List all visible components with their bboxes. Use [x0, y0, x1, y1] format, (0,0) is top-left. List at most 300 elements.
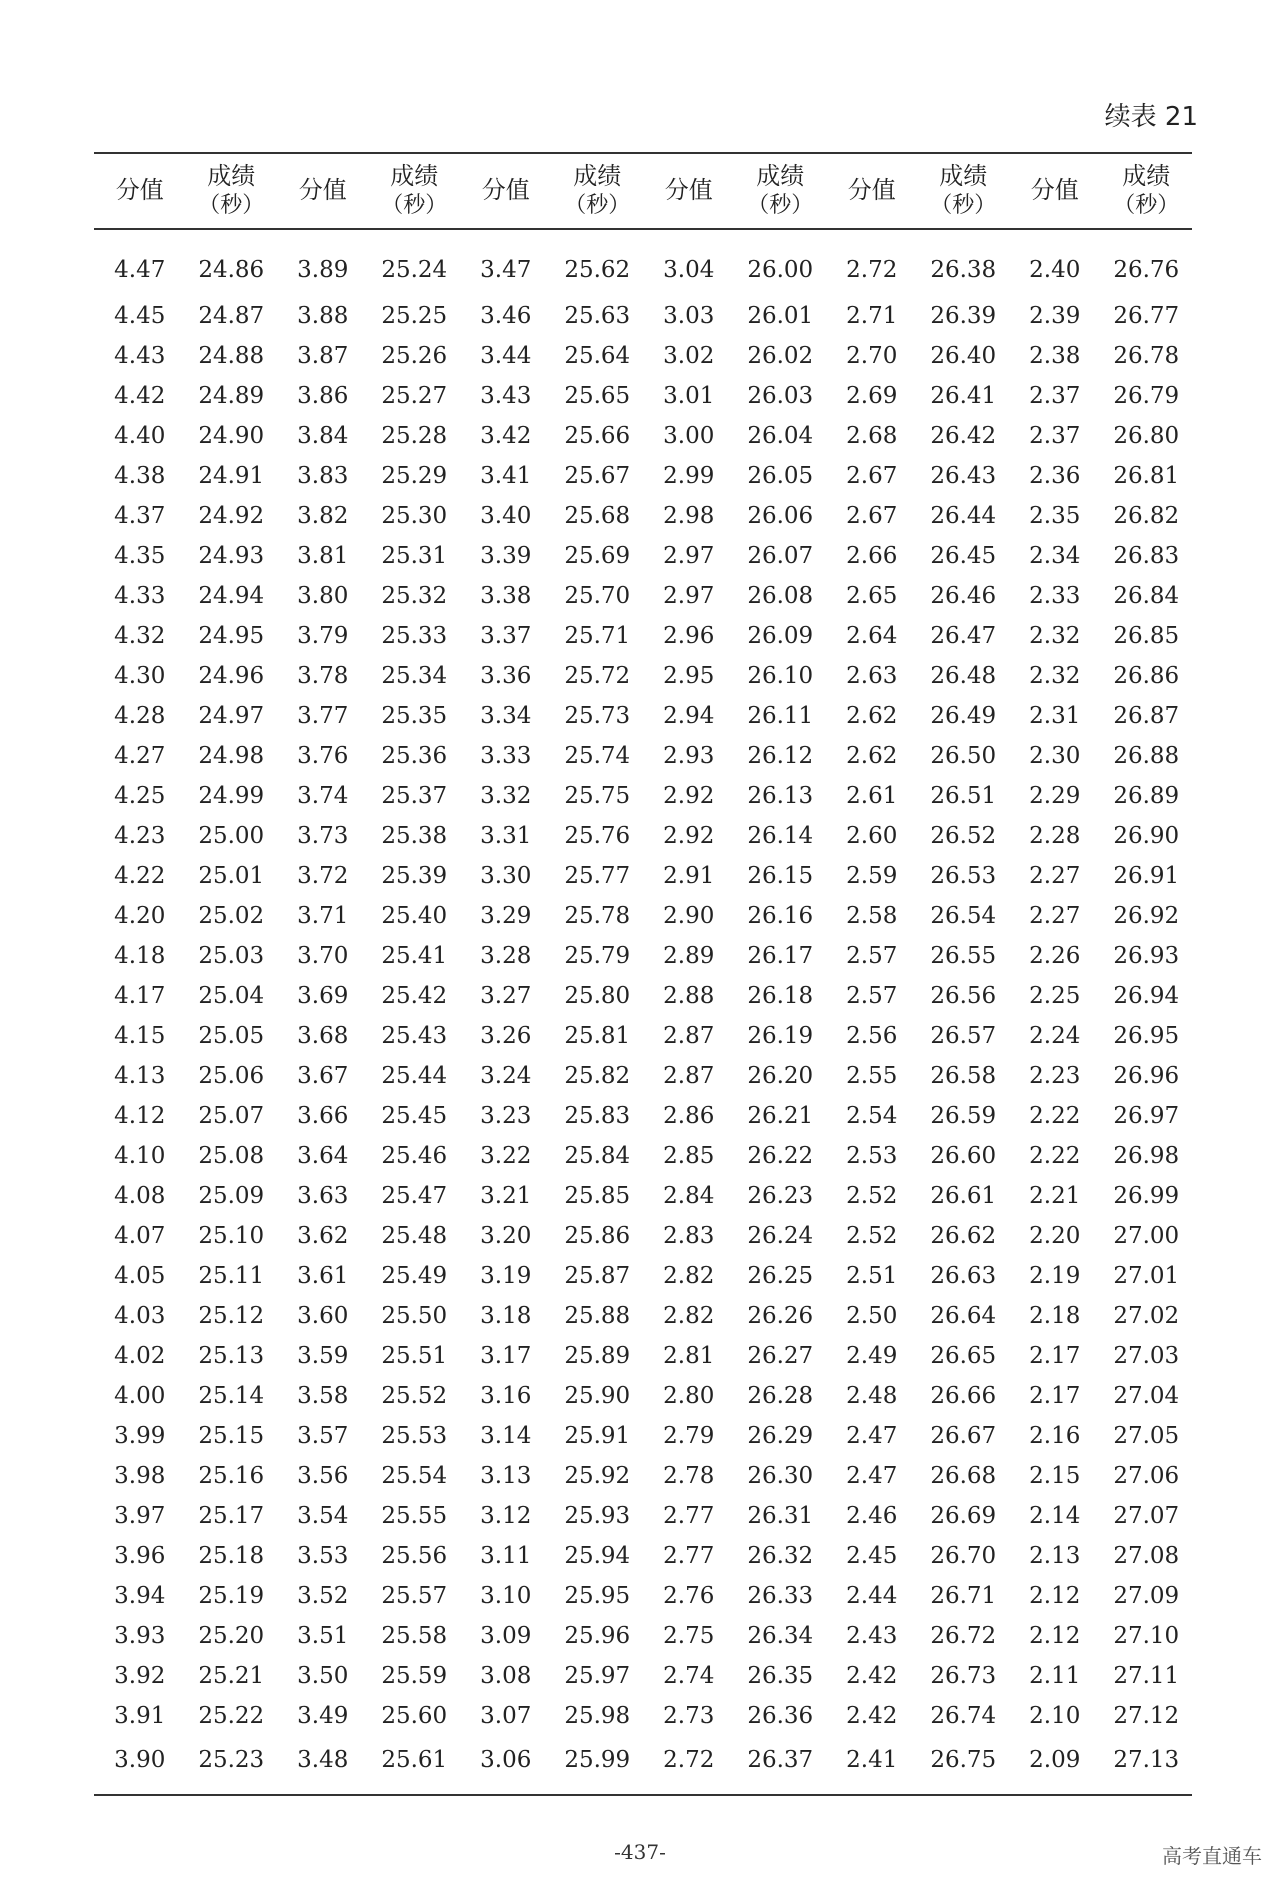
score-cell: 3.27	[480, 983, 532, 1009]
time-cell: 26.25	[747, 1263, 814, 1289]
table-row	[94, 229, 1192, 296]
score-cell: 2.38	[1029, 343, 1081, 369]
score-cell: 2.17	[1029, 1343, 1081, 1369]
score-cell: 2.33	[1029, 583, 1081, 609]
time-cell: 25.75	[564, 783, 631, 809]
score-cell: 2.66	[846, 543, 898, 569]
time-cell: 26.79	[1113, 383, 1180, 409]
time-cell: 25.53	[381, 1423, 448, 1449]
time-cell: 24.88	[198, 343, 265, 369]
score-cell: 3.33	[480, 743, 532, 769]
score-cell: 3.46	[480, 303, 532, 329]
score-cell: 3.14	[480, 1423, 532, 1449]
score-cell: 2.80	[663, 1383, 715, 1409]
time-cell: 25.60	[381, 1703, 448, 1729]
time-cell: 26.42	[930, 423, 997, 449]
time-cell: 25.40	[381, 903, 448, 929]
time-cell: 26.59	[930, 1103, 997, 1129]
time-cell: 26.73	[930, 1663, 997, 1689]
time-cell: 26.23	[747, 1183, 814, 1209]
time-cell: 24.86	[198, 257, 265, 283]
score-cell: 2.32	[1029, 663, 1081, 689]
score-cell: 3.38	[480, 583, 532, 609]
score-cell: 2.90	[663, 903, 715, 929]
score-cell: 3.57	[297, 1423, 349, 1449]
time-cell: 26.28	[747, 1383, 814, 1409]
table-row	[94, 336, 1192, 376]
column-header-label: 分值	[664, 176, 713, 205]
score-cell: 3.23	[480, 1103, 532, 1129]
score-table	[94, 152, 1192, 1796]
table-row	[94, 1336, 1192, 1376]
time-cell: 25.25	[381, 303, 448, 329]
score-cell: 4.45	[114, 303, 166, 329]
table-row	[94, 1656, 1192, 1696]
time-cell: 26.45	[930, 543, 997, 569]
time-cell: 25.81	[564, 1023, 631, 1049]
score-cell: 3.58	[297, 1383, 349, 1409]
table-row	[94, 936, 1192, 976]
time-cell: 25.59	[381, 1663, 448, 1689]
score-cell: 4.22	[114, 863, 166, 889]
time-cell: 25.90	[564, 1383, 631, 1409]
time-cell: 25.83	[564, 1103, 631, 1129]
table-row	[94, 1576, 1192, 1616]
score-cell: 2.62	[846, 703, 898, 729]
time-cell: 26.77	[1113, 303, 1180, 329]
header-row	[94, 153, 1192, 229]
score-cell: 2.52	[846, 1183, 898, 1209]
score-cell: 3.41	[480, 463, 532, 489]
score-cell: 3.24	[480, 1063, 532, 1089]
score-cell: 2.42	[846, 1703, 898, 1729]
table-row	[94, 976, 1192, 1016]
score-cell: 3.01	[663, 383, 715, 409]
time-cell: 25.09	[198, 1183, 265, 1209]
table-row	[94, 1016, 1192, 1056]
score-cell: 3.63	[297, 1183, 349, 1209]
score-cell: 2.53	[846, 1143, 898, 1169]
time-cell: 26.65	[930, 1343, 997, 1369]
time-cell: 27.04	[1113, 1383, 1180, 1409]
time-cell: 25.02	[198, 903, 265, 929]
score-cell: 4.23	[114, 823, 166, 849]
time-cell: 26.54	[930, 903, 997, 929]
table-row	[94, 296, 1192, 336]
score-cell: 4.00	[114, 1383, 166, 1409]
time-cell: 26.71	[930, 1583, 997, 1609]
time-cell: 26.76	[1113, 257, 1180, 283]
score-cell: 2.27	[1029, 903, 1081, 929]
time-cell: 26.35	[747, 1663, 814, 1689]
column-header	[735, 153, 827, 229]
score-cell: 2.77	[663, 1543, 715, 1569]
score-cell: 3.96	[114, 1543, 166, 1569]
column-header-unit: （秒）	[381, 193, 448, 219]
time-cell: 26.92	[1113, 903, 1180, 929]
table-row	[94, 896, 1192, 936]
score-cell: 2.23	[1029, 1063, 1081, 1089]
score-cell: 4.05	[114, 1263, 166, 1289]
time-cell: 24.91	[198, 463, 265, 489]
time-cell: 26.33	[747, 1583, 814, 1609]
score-cell: 3.04	[663, 257, 715, 283]
time-cell: 25.65	[564, 383, 631, 409]
score-cell: 2.48	[846, 1383, 898, 1409]
time-cell: 25.71	[564, 623, 631, 649]
time-cell: 26.72	[930, 1623, 997, 1649]
time-cell: 25.86	[564, 1223, 631, 1249]
time-cell: 25.64	[564, 343, 631, 369]
time-cell: 26.70	[930, 1543, 997, 1569]
table-body	[94, 229, 1192, 1795]
time-cell: 26.02	[747, 343, 814, 369]
time-cell: 24.99	[198, 783, 265, 809]
column-header-label: 成绩	[573, 162, 622, 191]
table-row	[94, 1216, 1192, 1256]
time-cell: 26.09	[747, 623, 814, 649]
time-cell: 25.31	[381, 543, 448, 569]
time-cell: 25.95	[564, 1583, 631, 1609]
score-cell: 3.73	[297, 823, 349, 849]
time-cell: 26.51	[930, 783, 997, 809]
table-row	[94, 1056, 1192, 1096]
score-cell: 2.69	[846, 383, 898, 409]
time-cell: 26.74	[930, 1703, 997, 1729]
time-cell: 26.38	[930, 257, 997, 283]
time-cell: 25.46	[381, 1143, 448, 1169]
time-cell: 25.76	[564, 823, 631, 849]
time-cell: 25.42	[381, 983, 448, 1009]
time-cell: 27.01	[1113, 1263, 1180, 1289]
time-cell: 25.80	[564, 983, 631, 1009]
time-cell: 25.93	[564, 1503, 631, 1529]
score-cell: 3.00	[663, 423, 715, 449]
score-cell: 3.60	[297, 1303, 349, 1329]
time-cell: 26.03	[747, 383, 814, 409]
score-cell: 3.26	[480, 1023, 532, 1049]
score-cell: 2.67	[846, 503, 898, 529]
score-cell: 2.88	[663, 983, 715, 1009]
time-cell: 25.21	[198, 1663, 265, 1689]
score-cell: 2.64	[846, 623, 898, 649]
time-cell: 26.57	[930, 1023, 997, 1049]
score-cell: 4.33	[114, 583, 166, 609]
score-cell: 2.72	[846, 257, 898, 283]
time-cell: 26.04	[747, 423, 814, 449]
score-cell: 2.74	[663, 1663, 715, 1689]
score-cell: 2.76	[663, 1583, 715, 1609]
table-row	[94, 1736, 1192, 1795]
table-row	[94, 696, 1192, 736]
time-cell: 24.94	[198, 583, 265, 609]
table-row	[94, 1496, 1192, 1536]
time-cell: 25.37	[381, 783, 448, 809]
score-cell: 2.54	[846, 1103, 898, 1129]
time-cell: 25.05	[198, 1023, 265, 1049]
score-cell: 3.08	[480, 1663, 532, 1689]
time-cell: 25.57	[381, 1583, 448, 1609]
score-cell: 2.81	[663, 1343, 715, 1369]
column-header-unit: （秒）	[198, 193, 265, 219]
table-row	[94, 1256, 1192, 1296]
score-cell: 3.22	[480, 1143, 532, 1169]
time-cell: 25.39	[381, 863, 448, 889]
time-cell: 26.15	[747, 863, 814, 889]
time-cell: 26.21	[747, 1103, 814, 1129]
column-header	[1101, 153, 1193, 229]
time-cell: 27.03	[1113, 1343, 1180, 1369]
time-cell: 26.95	[1113, 1023, 1180, 1049]
time-cell: 25.56	[381, 1543, 448, 1569]
score-cell: 3.84	[297, 423, 349, 449]
time-cell: 26.24	[747, 1223, 814, 1249]
time-cell: 26.49	[930, 703, 997, 729]
time-cell: 26.19	[747, 1023, 814, 1049]
table-caption: 续表 21	[1104, 102, 1198, 132]
score-cell: 2.57	[846, 943, 898, 969]
score-cell: 3.74	[297, 783, 349, 809]
score-cell: 3.98	[114, 1463, 166, 1489]
score-cell: 4.08	[114, 1183, 166, 1209]
score-cell: 4.10	[114, 1143, 166, 1169]
score-cell: 2.24	[1029, 1023, 1081, 1049]
score-cell: 3.91	[114, 1703, 166, 1729]
time-cell: 25.14	[198, 1383, 265, 1409]
score-cell: 4.25	[114, 783, 166, 809]
time-cell: 26.07	[747, 543, 814, 569]
time-cell: 25.41	[381, 943, 448, 969]
time-cell: 25.26	[381, 343, 448, 369]
time-cell: 25.78	[564, 903, 631, 929]
time-cell: 25.62	[564, 257, 631, 283]
time-cell: 25.52	[381, 1383, 448, 1409]
score-cell: 3.02	[663, 343, 715, 369]
time-cell: 25.61	[381, 1747, 448, 1773]
time-cell: 26.47	[930, 623, 997, 649]
time-cell: 26.14	[747, 823, 814, 849]
time-cell: 26.64	[930, 1303, 997, 1329]
time-cell: 25.24	[381, 257, 448, 283]
time-cell: 25.82	[564, 1063, 631, 1089]
time-cell: 25.97	[564, 1663, 631, 1689]
time-cell: 25.88	[564, 1303, 631, 1329]
score-cell: 3.59	[297, 1343, 349, 1369]
time-cell: 26.78	[1113, 343, 1180, 369]
score-cell: 2.19	[1029, 1263, 1081, 1289]
time-cell: 24.98	[198, 743, 265, 769]
score-cell: 2.62	[846, 743, 898, 769]
score-cell: 3.39	[480, 543, 532, 569]
score-cell: 3.37	[480, 623, 532, 649]
column-header	[826, 153, 918, 229]
score-cell: 3.90	[114, 1747, 166, 1773]
time-cell: 27.05	[1113, 1423, 1180, 1449]
column-header-label: 成绩	[390, 162, 439, 191]
time-cell: 25.45	[381, 1103, 448, 1129]
score-cell: 2.95	[663, 663, 715, 689]
score-cell: 2.37	[1029, 423, 1081, 449]
table-row	[94, 1416, 1192, 1456]
column-header-unit: （秒）	[747, 193, 814, 219]
time-cell: 25.85	[564, 1183, 631, 1209]
time-cell: 25.87	[564, 1263, 631, 1289]
score-cell: 4.18	[114, 943, 166, 969]
score-cell: 3.32	[480, 783, 532, 809]
time-cell: 24.92	[198, 503, 265, 529]
column-header	[369, 153, 461, 229]
column-header	[94, 153, 186, 229]
time-cell: 26.41	[930, 383, 997, 409]
score-cell: 2.58	[846, 903, 898, 929]
time-cell: 25.67	[564, 463, 631, 489]
score-cell: 2.21	[1029, 1183, 1081, 1209]
table-row	[94, 1376, 1192, 1416]
score-cell: 3.52	[297, 1583, 349, 1609]
time-cell: 26.85	[1113, 623, 1180, 649]
time-cell: 25.04	[198, 983, 265, 1009]
column-header-unit: （秒）	[1113, 193, 1180, 219]
score-cell: 4.17	[114, 983, 166, 1009]
table-row	[94, 1536, 1192, 1576]
score-cell: 2.97	[663, 543, 715, 569]
score-cell: 4.38	[114, 463, 166, 489]
score-cell: 2.96	[663, 623, 715, 649]
score-cell: 3.03	[663, 303, 715, 329]
time-cell: 25.96	[564, 1623, 631, 1649]
time-cell: 26.81	[1113, 463, 1180, 489]
time-cell: 25.12	[198, 1303, 265, 1329]
time-cell: 24.87	[198, 303, 265, 329]
time-cell: 26.01	[747, 303, 814, 329]
table-row	[94, 656, 1192, 696]
time-cell: 26.90	[1113, 823, 1180, 849]
score-cell: 2.28	[1029, 823, 1081, 849]
time-cell: 26.83	[1113, 543, 1180, 569]
score-cell: 4.43	[114, 343, 166, 369]
time-cell: 26.56	[930, 983, 997, 1009]
time-cell: 27.11	[1113, 1663, 1180, 1689]
score-cell: 2.13	[1029, 1543, 1081, 1569]
score-cell: 2.52	[846, 1223, 898, 1249]
column-header	[1009, 153, 1101, 229]
time-cell: 25.11	[198, 1263, 265, 1289]
time-cell: 26.75	[930, 1747, 997, 1773]
time-cell: 25.20	[198, 1623, 265, 1649]
score-cell: 3.69	[297, 983, 349, 1009]
time-cell: 27.07	[1113, 1503, 1180, 1529]
score-cell: 3.34	[480, 703, 532, 729]
time-cell: 26.26	[747, 1303, 814, 1329]
score-cell: 2.86	[663, 1103, 715, 1129]
time-cell: 25.98	[564, 1703, 631, 1729]
score-cell: 3.28	[480, 943, 532, 969]
table-row	[94, 1096, 1192, 1136]
table-row	[94, 416, 1192, 456]
score-cell: 3.49	[297, 1703, 349, 1729]
table-row	[94, 816, 1192, 856]
time-cell: 25.48	[381, 1223, 448, 1249]
time-cell: 26.39	[930, 303, 997, 329]
score-cell: 2.09	[1029, 1747, 1081, 1773]
score-cell: 3.54	[297, 1503, 349, 1529]
score-cell: 3.12	[480, 1503, 532, 1529]
time-cell: 26.18	[747, 983, 814, 1009]
score-cell: 4.35	[114, 543, 166, 569]
time-cell: 25.73	[564, 703, 631, 729]
score-cell: 2.30	[1029, 743, 1081, 769]
score-cell: 2.44	[846, 1583, 898, 1609]
score-cell: 3.30	[480, 863, 532, 889]
time-cell: 26.08	[747, 583, 814, 609]
score-cell: 4.03	[114, 1303, 166, 1329]
score-cell: 2.50	[846, 1303, 898, 1329]
time-cell: 26.82	[1113, 503, 1180, 529]
table-row	[94, 456, 1192, 496]
score-cell: 3.72	[297, 863, 349, 889]
score-cell: 2.75	[663, 1623, 715, 1649]
score-cell: 2.32	[1029, 623, 1081, 649]
time-cell: 25.69	[564, 543, 631, 569]
score-cell: 2.45	[846, 1543, 898, 1569]
score-cell: 2.26	[1029, 943, 1081, 969]
column-header	[277, 153, 369, 229]
time-cell: 26.88	[1113, 743, 1180, 769]
score-cell: 2.20	[1029, 1223, 1081, 1249]
time-cell: 24.90	[198, 423, 265, 449]
time-cell: 26.80	[1113, 423, 1180, 449]
column-header-label: 成绩	[207, 162, 256, 191]
score-cell: 2.43	[846, 1623, 898, 1649]
time-cell: 26.52	[930, 823, 997, 849]
time-cell: 26.66	[930, 1383, 997, 1409]
time-cell: 27.00	[1113, 1223, 1180, 1249]
time-cell: 25.66	[564, 423, 631, 449]
time-cell: 26.91	[1113, 863, 1180, 889]
score-cell: 3.21	[480, 1183, 532, 1209]
time-cell: 25.77	[564, 863, 631, 889]
time-cell: 26.93	[1113, 943, 1180, 969]
score-cell: 2.47	[846, 1463, 898, 1489]
score-cell: 2.29	[1029, 783, 1081, 809]
time-cell: 25.72	[564, 663, 631, 689]
score-cell: 3.53	[297, 1543, 349, 1569]
time-cell: 25.94	[564, 1543, 631, 1569]
score-cell: 2.35	[1029, 503, 1081, 529]
time-cell: 26.89	[1113, 783, 1180, 809]
time-cell: 25.16	[198, 1463, 265, 1489]
score-cell: 2.83	[663, 1223, 715, 1249]
time-cell: 25.23	[198, 1747, 265, 1773]
score-cell: 2.59	[846, 863, 898, 889]
score-cell: 3.40	[480, 503, 532, 529]
score-cell: 2.39	[1029, 303, 1081, 329]
time-cell: 24.96	[198, 663, 265, 689]
time-cell: 26.27	[747, 1343, 814, 1369]
score-cell: 3.64	[297, 1143, 349, 1169]
score-cell: 3.18	[480, 1303, 532, 1329]
score-cell: 2.49	[846, 1343, 898, 1369]
time-cell: 26.43	[930, 463, 997, 489]
time-cell: 25.44	[381, 1063, 448, 1089]
time-cell: 25.28	[381, 423, 448, 449]
time-cell: 25.01	[198, 863, 265, 889]
score-cell: 2.41	[846, 1747, 898, 1773]
table-row	[94, 536, 1192, 576]
score-cell: 3.86	[297, 383, 349, 409]
score-cell: 3.87	[297, 343, 349, 369]
score-cell: 2.12	[1029, 1623, 1081, 1649]
